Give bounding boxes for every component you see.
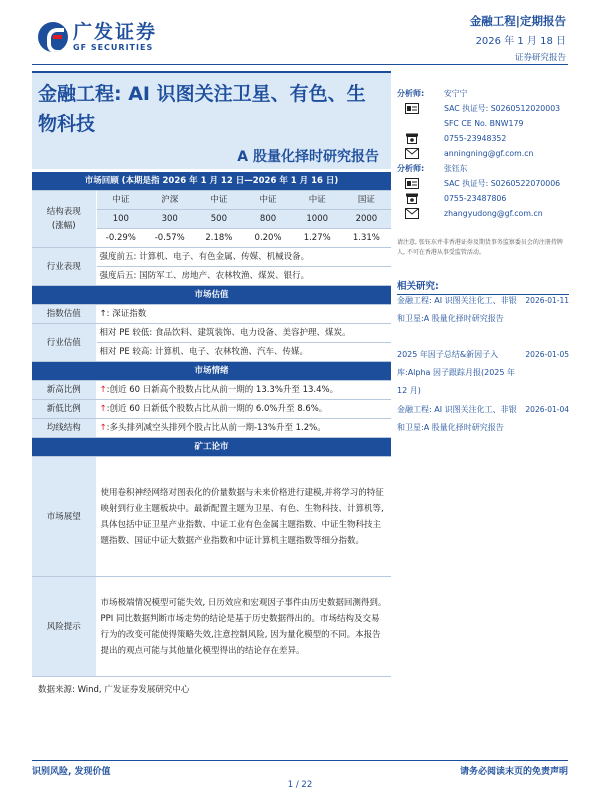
index-name: 中证: [194, 191, 243, 210]
id-card-icon: [405, 103, 419, 114]
index-change: 1.31%: [342, 229, 391, 248]
analyst-role: 分析师:: [397, 164, 425, 173]
risk-label: 风险提示: [32, 577, 96, 677]
report-subtitle: A 股量化择时研究报告: [237, 149, 379, 165]
industry-val-low: 相对 PE 较低: 食品饮料、建筑装饰、电力设备、美容护理、煤炭。: [96, 324, 391, 343]
index-val-text: ↑: 深证指数: [96, 305, 391, 324]
industry-val-high: 相对 PE 较高: 计算机、电子、农林牧渔、汽车、传媒。: [96, 343, 391, 362]
section-review-header: 市场回顾 (本期是指 2026 年 1 月 12 日—2026 年 1 月 16 日): [32, 172, 391, 191]
section-sentiment-header: 市场情绪: [32, 362, 391, 381]
header-divider: [32, 64, 568, 65]
logo-en-text: GF SECURITIES: [73, 43, 154, 52]
index-code: 100: [96, 210, 145, 229]
analyst-email: anningning@gf.com.cn: [444, 149, 534, 158]
analyst-phone: 0755-23948352: [444, 134, 507, 143]
analyst-sac: SAC 执证号: S0260512020003: [444, 104, 561, 113]
section-valuation-header: 市场估值: [32, 286, 391, 305]
index-name: 中证: [96, 191, 145, 210]
table-section-row: [32, 172, 391, 191]
index-name: 中证: [243, 191, 292, 210]
index-name: 沪深: [145, 191, 194, 210]
gf-logo-icon: [38, 22, 68, 52]
report-type: 金融工程|定期报告: [469, 14, 566, 28]
footer-divider: [32, 760, 568, 761]
industry-val-label: 行业估值: [32, 324, 96, 362]
new-high-label: 新高比例: [32, 381, 96, 400]
industry-bottom: 强度后五: 国防军工、房地产、农林牧渔、煤炭、银行。: [96, 267, 391, 286]
id-card-icon: [405, 178, 419, 189]
index-change: -0.29%: [96, 229, 145, 248]
report-dept: 证券研究报告: [514, 53, 566, 63]
footer-disclaimer-note: 请务必阅读末页的免责声明: [459, 767, 568, 777]
table-row: [32, 191, 391, 210]
related-item-date: 2026-01-05: [525, 350, 569, 359]
report-date: 2026 年 1 月 18 日: [475, 36, 566, 47]
related-item[interactable]: [397, 292, 569, 328]
logo-cn-text: 广发证券: [73, 21, 158, 43]
structure-label: 结构表现 (涨幅): [32, 191, 96, 248]
table-row: [32, 248, 391, 267]
related-item-date: 2026-01-11: [525, 296, 569, 305]
phone-icon: [405, 133, 419, 144]
index-change: 0.20%: [243, 229, 292, 248]
summary-table: [32, 172, 391, 677]
new-high-text: :创近 60 日新高个股数占比从前一期的 13.3%升至 13.4%。: [106, 385, 339, 395]
analyst-role: 分析师:: [397, 89, 425, 98]
analyst-email: zhangyudong@gf.com.cn: [444, 209, 543, 218]
table-section-row: [32, 286, 391, 305]
up-arrow-icon: ↑: [99, 404, 107, 414]
new-low-text: :创近 60 日新低个股数占比从前一期的 6.0%升至 8.6%。: [106, 404, 328, 414]
index-change: 2.18%: [194, 229, 243, 248]
related-item[interactable]: [397, 346, 569, 400]
title-box: [32, 71, 391, 169]
table-row: [32, 457, 391, 577]
phone-icon: [405, 193, 419, 204]
ma-text: :多头排列减空头排列个股占比从前一期-13%升至 1.2%。: [106, 423, 326, 433]
table-row: [32, 400, 391, 419]
analyst-disclaimer: 请注意, 张钰东并非香港证券及期货事务监察委员会的注册持牌人, 不可在香港从事受监管活动。: [397, 239, 563, 256]
table-row: [32, 577, 391, 677]
index-code: 300: [145, 210, 194, 229]
analyst-name: 安宁宁: [444, 89, 468, 98]
analyst-phone: 0755-23487806: [444, 194, 507, 203]
industry-top: 强度前五: 计算机、电子、有色金属、传媒、机械设备。: [96, 248, 391, 267]
up-arrow-icon: ↑: [99, 423, 107, 433]
analyst-name: 张钰东: [444, 164, 468, 173]
related-item-date: 2026-01-04: [525, 405, 569, 414]
analyst-sfc: SFC CE No. BNW179: [444, 119, 524, 128]
data-source: 数据来源: Wind, 广发证券发展研究中心: [38, 685, 190, 695]
up-arrow-icon: ↑: [99, 385, 107, 395]
related-item[interactable]: [397, 401, 569, 437]
table-row: [32, 324, 391, 343]
section-outlook-header: 矿工论市: [32, 438, 391, 457]
mail-icon: [405, 208, 419, 219]
index-code: 2000: [342, 210, 391, 229]
table-section-row: [32, 438, 391, 457]
analyst-panel: [397, 86, 569, 221]
related-item-title: 2025 年因子总结&新因子入库:Alpha 因子跟踪月报(2025 年 12 月): [397, 350, 516, 395]
table-row: [32, 305, 391, 324]
related-item-title: 金融工程: AI 识图关注化工、非银和卫星:A 股量化择时研究报告: [397, 405, 517, 432]
footer-slogan: 识别风险, 发现价值: [32, 767, 111, 777]
page-number: 1 / 22: [287, 780, 313, 790]
index-code: 500: [194, 210, 243, 229]
analyst-sac: SAC 执证号: S0260522070006: [444, 179, 561, 188]
report-title: 金融工程: AI 识图关注卫星、有色、生物科技: [38, 83, 366, 135]
index-code: 1000: [293, 210, 342, 229]
industry-label: 行业表现: [32, 248, 96, 286]
company-logo: [38, 22, 157, 52]
related-research-heading: 相关研究:: [397, 278, 569, 295]
outlook-text: 使用卷积神经网络对图表化的价量数据与未来价格进行建模,并将学习的特征映射到行业主题板块中。最新配置主题为卫星、有色、生物科技、计算机等,具体包括中证卫星产业指数、中证工业有色金属主题指数、中证生物科技主题指数、国证中证大数据产业指数和中证计算机主题指数等细分指数。: [96, 457, 391, 577]
table-row: [32, 381, 391, 400]
mail-icon: [405, 148, 419, 159]
related-item-title: 金融工程: AI 识图关注化工、非银和卫星:A 股量化择时研究报告: [397, 296, 517, 323]
index-name: 国证: [342, 191, 391, 210]
index-val-label: 指数估值: [32, 305, 96, 324]
ma-label: 均线结构: [32, 419, 96, 438]
outlook-label: 市场展望: [32, 457, 96, 577]
new-low-label: 新低比例: [32, 400, 96, 419]
table-section-row: [32, 362, 391, 381]
risk-text: 市场极端情况模型可能失效, 日历效应和宏观因子事件由历史数据回测得到。PPI 同比数据判断市场走势的结论是基于历史数据得出的。市场结构及交易行为的改变可能使得策略失效,注意控制风险, 因为量化模型的不同。本报告提出的观点可能与其他量化模型得出的结论存在差异。: [96, 577, 391, 677]
table-row: [32, 419, 391, 438]
index-change: 1.27%: [293, 229, 342, 248]
index-change: -0.57%: [145, 229, 194, 248]
index-code: 800: [243, 210, 292, 229]
index-name: 中证: [293, 191, 342, 210]
